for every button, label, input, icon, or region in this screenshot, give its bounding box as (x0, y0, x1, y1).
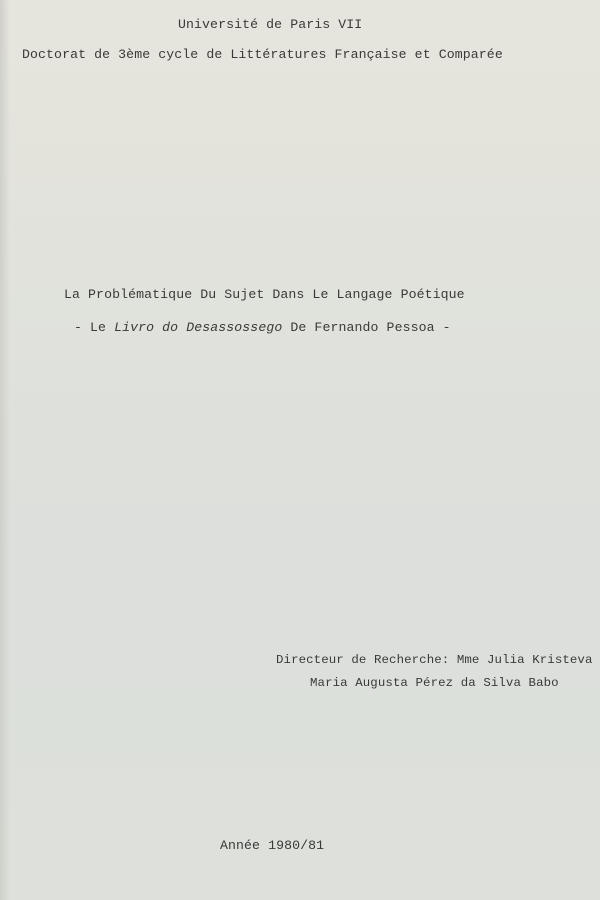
subtitle-book-title: Livro do Desassossego (114, 320, 283, 335)
academic-year: Année 1980/81 (220, 838, 325, 853)
subtitle-prefix: - Le (74, 320, 115, 335)
doctorate-program: Doctorat de 3ème cycle de Littératures Française et Comparée (22, 47, 503, 62)
research-director: Directeur de Recherche: Mme Julia Kristeva (276, 653, 593, 667)
author-name: Maria Augusta Pérez da Silva Babo (310, 676, 559, 690)
university-name: Université de Paris VII (178, 17, 363, 32)
thesis-subtitle (74, 320, 451, 335)
paper-edge-shadow (0, 0, 10, 900)
subtitle-suffix: De Fernando Pessoa - (282, 320, 451, 335)
thesis-title: La Problématique Du Sujet Dans Le Langage Poétique (64, 287, 465, 302)
